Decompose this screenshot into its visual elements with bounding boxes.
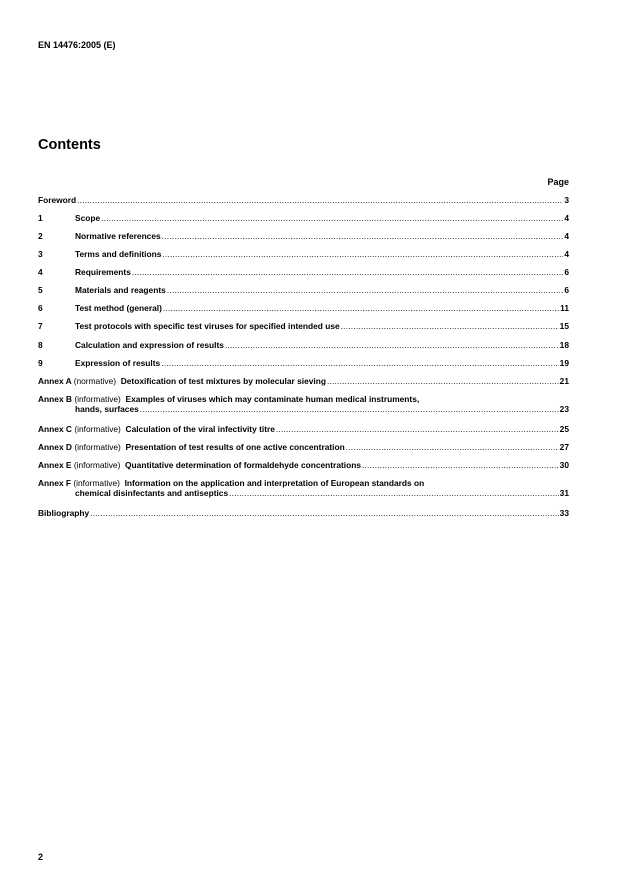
section-title: Scope: [75, 213, 101, 223]
page-ref: 6: [564, 285, 569, 295]
toc-entry[interactable]: [38, 508, 569, 518]
page-ref: 6: [564, 267, 569, 277]
leader-dots: [77, 195, 563, 205]
leader-dots: [101, 213, 563, 223]
section-title: Information on the application and interpretation of European standards on: [124, 478, 425, 488]
section-title: Expression of results: [75, 358, 161, 368]
page-ref: 19: [559, 358, 569, 368]
page-ref: 21: [559, 376, 569, 386]
leader-dots: [163, 303, 559, 313]
section-number: 2: [38, 231, 43, 241]
section-number: 4: [38, 267, 43, 277]
annex-prefix: [38, 478, 125, 488]
section-title-continued: chemical disinfectants and antiseptics: [75, 488, 229, 498]
page-ref: 15: [559, 321, 569, 331]
page-ref: 4: [564, 231, 569, 241]
page-ref: 11: [560, 303, 569, 313]
annex-prefix: [38, 394, 126, 404]
section-number: 5: [38, 285, 43, 295]
toc-entry[interactable]: [38, 460, 569, 470]
page-ref: 18: [559, 340, 569, 350]
annex-prefix: [38, 376, 121, 386]
toc-entry[interactable]: [38, 213, 569, 223]
toc-entry[interactable]: [38, 394, 569, 414]
page-ref: 31: [559, 488, 569, 498]
section-title: Test protocols with specific test viruses for specified intended use: [75, 321, 340, 331]
section-title: Examples of viruses which may contaminate human medical instruments,: [125, 394, 420, 404]
toc-entry[interactable]: [38, 442, 569, 452]
toc-entry[interactable]: [38, 285, 569, 295]
toc-entry[interactable]: [38, 249, 569, 259]
section-number: 1: [38, 213, 43, 223]
section-number: 9: [38, 358, 43, 368]
annex-prefix: [38, 460, 125, 470]
annex-prefix: [38, 442, 126, 452]
annex-id: Annex E: [38, 460, 72, 470]
toc-entry[interactable]: [38, 195, 569, 205]
toc-entry[interactable]: [38, 321, 569, 331]
leader-dots: [132, 267, 563, 277]
toc-entry[interactable]: [38, 340, 569, 350]
section-title-continued: hands, surfaces: [75, 404, 139, 414]
section-number: 6: [38, 303, 43, 313]
toc-entry[interactable]: [38, 267, 569, 277]
annex-id: Annex D: [38, 442, 72, 452]
annex-type: (normative): [73, 376, 117, 386]
toc-entry[interactable]: [38, 358, 569, 368]
annex-id: Annex F: [38, 478, 72, 488]
annex-type: (informative): [74, 394, 121, 404]
page-ref: 33: [559, 508, 569, 518]
section-number: 8: [38, 340, 43, 350]
leader-dots: [327, 376, 559, 386]
leader-dots: [276, 424, 559, 434]
section-title: Calculation of the viral infectivity titre: [125, 424, 275, 434]
leader-dots: [346, 442, 559, 452]
leader-dots: [225, 340, 559, 350]
page-ref: 3: [564, 195, 569, 205]
section-title: Requirements: [75, 267, 131, 277]
section-title: Materials and reagents: [75, 285, 166, 295]
section-title: Test method (general): [75, 303, 162, 313]
leader-dots: [167, 285, 564, 295]
annex-type: (informative): [74, 424, 121, 434]
annex-type: (informative): [73, 460, 121, 470]
leader-dots: [362, 460, 559, 470]
toc-entry[interactable]: [38, 424, 569, 434]
leader-dots: [341, 321, 559, 331]
toc-entry[interactable]: [38, 231, 569, 241]
page-title: Contents: [38, 137, 101, 153]
section-title: Bibliography: [38, 508, 90, 518]
section-title: Normative references: [75, 231, 161, 241]
annex-prefix: [38, 424, 126, 434]
annex-id: Annex C: [38, 424, 72, 434]
leader-dots: [140, 404, 559, 414]
page-ref: 30: [559, 460, 569, 470]
leader-dots: [90, 508, 558, 518]
section-title: Presentation of test results of one active concentration: [125, 442, 345, 452]
section-title: Terms and definitions: [75, 249, 162, 259]
annex-id: Annex B: [38, 394, 72, 404]
toc-entry[interactable]: [38, 303, 569, 313]
toc-entry[interactable]: [38, 478, 569, 498]
page-ref: 23: [559, 404, 569, 414]
section-number: 3: [38, 249, 43, 259]
section-title: Calculation and expression of results: [75, 340, 224, 350]
page-ref: 4: [564, 213, 569, 223]
section-title: Quantitative determination of formaldehyde concentrations: [125, 460, 361, 470]
section-number: 7: [38, 321, 43, 331]
annex-id: Annex A: [38, 376, 72, 386]
document-header: EN 14476:2005 (E): [38, 40, 116, 50]
leader-dots: [229, 488, 559, 498]
section-title: Detoxification of test mixtures by molecular sieving: [120, 376, 326, 386]
page-ref: 25: [559, 424, 569, 434]
leader-dots: [162, 231, 564, 241]
page-ref: 27: [559, 442, 569, 452]
annex-type: (informative): [73, 478, 120, 488]
page-number: 2: [38, 852, 44, 862]
section-title: Foreword: [38, 195, 77, 205]
page-column-label: Page: [547, 177, 569, 187]
leader-dots: [161, 358, 558, 368]
toc-entry[interactable]: [38, 376, 569, 386]
annex-type: (informative): [74, 442, 121, 452]
page-ref: 4: [564, 249, 569, 259]
leader-dots: [162, 249, 563, 259]
